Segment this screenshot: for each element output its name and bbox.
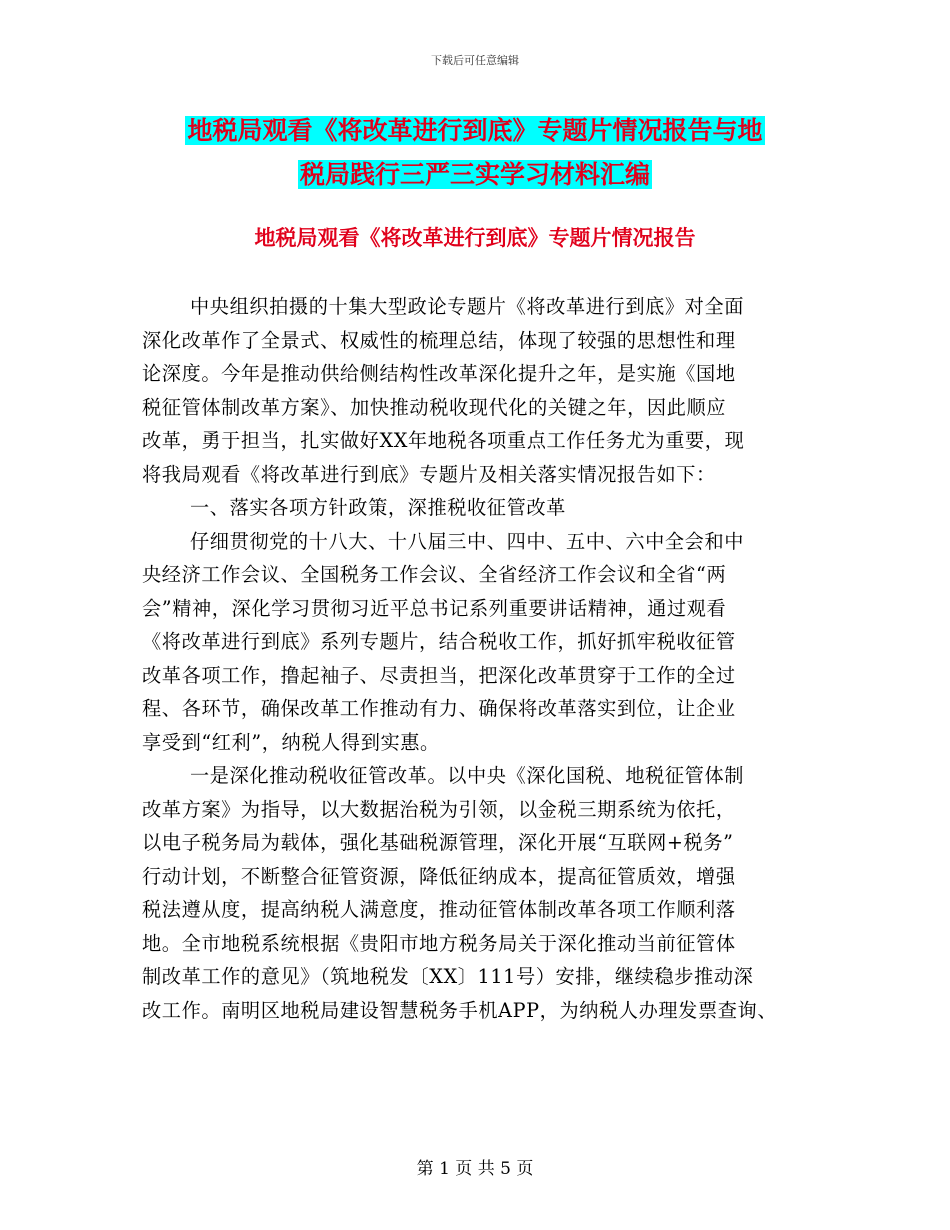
body-line: 将我局观看《将改革进行到底》专题片及相关落实情况报告如下： xyxy=(142,462,716,486)
body-line: 税征管体制改革方案》、加快推动税收现代化的关键之年，因此顺应 xyxy=(142,395,727,419)
section-title: 地税局观看《将改革进行到底》专题片情况报告 xyxy=(254,225,696,250)
body-line: 制改革工作的意见》（筑地税发〔XX〕111号）安排，继续稳步推动深 xyxy=(142,965,754,988)
body-line: 改革，勇于担当，扎实做好XX年地税各项重点工作任务尤为重要，现 xyxy=(142,429,745,452)
body-line: 一是深化推动税收征管改革。以中央《深化国税、地税征管体制 xyxy=(190,764,745,787)
page-footer: 第 1 页 共 5 页 xyxy=(416,1159,534,1179)
page-header: 下载后可任意编辑 xyxy=(431,54,519,67)
body-line: 程、各环节，确保改革工作推动有力、确保将改革落实到位，让企业 xyxy=(142,697,736,720)
body-line: 改革各项工作，撸起袖子、尽责担当，把深化改革贯穿于工作的全过 xyxy=(142,663,736,687)
document-title-line-1 xyxy=(0,112,950,150)
body-line: 中央组织拍摄的十集大型政论专题片《将改革进行到底》对全面 xyxy=(190,295,745,318)
body-line: 税法遵从度，提高纳税人满意度，推动征管体制改革各项工作顺利落 xyxy=(142,898,736,921)
body-line: 改工作。南明区地税局建设智慧税务手机APP，为纳税人办理发票查询、 xyxy=(142,998,778,1022)
body-line: 行动计划，不断整合征管资源，降低征纳成本，提高征管质效，增强 xyxy=(142,864,736,888)
body-line: 以电子税务局为载体，强化基础税源管理，深化开展“互联网+税务” xyxy=(142,831,734,854)
title-highlight: 税局践行三严三实学习材料汇编 xyxy=(299,160,650,189)
section-heading: 一、落实各项方针政策，深推税收征管改革 xyxy=(190,496,566,519)
body-line: 央经济工作会议、全国税务工作会议、全省经济工作会议和全省“两 xyxy=(142,563,727,586)
body-line: 论深度。今年是推动供给侧结构性改革深化提升之年，是实施《国地 xyxy=(142,362,736,385)
document-title-line-2 xyxy=(0,156,950,194)
body-line: 地。全市地税系统根据《贵阳市地方税务局关于深化推动当前征管体 xyxy=(142,931,736,955)
title-highlight: 地税局观看《将改革进行到底》专题片情况报告与地 xyxy=(187,116,763,145)
body-line: 仔细贯彻党的十八大、十八届三中、四中、五中、六中全会和中 xyxy=(190,529,745,553)
body-line: 深化改革作了全景式、权威性的梳理总结，体现了较强的思想性和理 xyxy=(142,328,736,352)
body-line: 改革方案》为指导，以大数据治税为引领，以金税三期系统为依托， xyxy=(142,797,736,821)
document-body xyxy=(142,290,832,1027)
body-line: 享受到“红利”，纳税人得到实惠。 xyxy=(142,730,440,754)
body-line: 《将改革进行到底》系列专题片，结合税收工作，抓好抓牢税收征管 xyxy=(142,630,736,653)
body-line: 会”精神，深化学习贯彻习近平总书记系列重要讲话精神，通过观看 xyxy=(142,596,727,620)
